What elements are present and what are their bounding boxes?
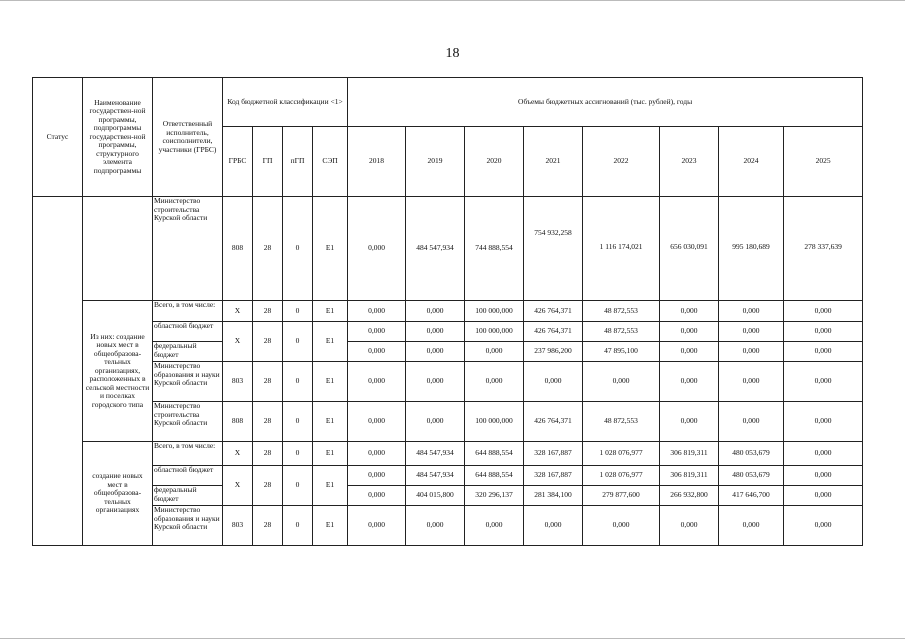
value-cell: 100 000,000 [465,301,524,322]
executor-cell: Министерство строительства Курской области [153,197,223,301]
code-cell: 803 [223,506,253,546]
value-cell: 744 888,554 [465,197,524,301]
code-cell: 808 [223,197,253,301]
value-cell: 48 872,553 [583,402,660,442]
code-cell: Е1 [313,442,348,466]
executor-cell: Всего, в том числе: [153,442,223,466]
header-code-col: СЭП [313,127,348,197]
bottom-edge-line [0,638,905,639]
value-cell: 754 932,258 [524,197,583,301]
table-row [33,466,863,486]
value-cell: 995 180,689 [719,197,784,301]
value-cell: 0,000 [784,362,863,402]
code-cell: Е1 [313,402,348,442]
code-cell: Е1 [313,362,348,402]
header-volumes: Объемы бюджетных ассигнований (тыс. рублей), годы [348,78,863,127]
executor-cell: Всего, в том числе: [153,301,223,322]
value-cell: 48 872,553 [583,301,660,322]
value-cell: 426 764,371 [524,402,583,442]
header-code-col: ГП [253,127,283,197]
group-name-rural: Из них: создание новых мест в общеобразова-тельных организациях, расположенных в сельской местности и поселках городского типа [83,301,153,442]
value-cell: 0,000 [524,506,583,546]
value-cell: 0,000 [583,362,660,402]
code-cell: 28 [253,466,283,506]
value-cell: 0,000 [660,301,719,322]
value-cell: 0,000 [784,486,863,506]
header-year: 2021 [524,127,583,197]
value-cell: 0,000 [348,402,406,442]
executor-cell: Министерство образования и науки Курской области [153,362,223,402]
value-cell: 0,000 [406,301,465,322]
table-row [33,506,863,546]
value-cell: 480 053,679 [719,442,784,466]
value-cell: 480 053,679 [719,466,784,486]
header-status: Статус [33,78,83,197]
value-cell: 0,000 [583,506,660,546]
table-row [33,486,863,506]
executor-cell: Министерство строительства Курской области [153,402,223,442]
group-name-new-places: создание новых мест в общеобразова-тельных организациях [83,442,153,546]
value-cell: 328 167,887 [524,466,583,486]
value-cell: 0,000 [784,322,863,342]
header-code-col: пГП [283,127,313,197]
value-cell: 656 030,091 [660,197,719,301]
value-cell: 0,000 [784,506,863,546]
value-cell: 278 337,639 [784,197,863,301]
page-number: 18 [445,46,460,61]
executor-cell: областной бюджет [153,322,223,342]
value-cell: 0,000 [784,466,863,486]
value-cell: 0,000 [406,506,465,546]
table-row [33,362,863,402]
code-cell: 0 [283,402,313,442]
value-cell: 100 000,000 [465,322,524,342]
code-cell: 28 [253,301,283,322]
header-year: 2024 [719,127,784,197]
value-cell: 281 384,100 [524,486,583,506]
value-cell: 0,000 [784,342,863,362]
value-cell: 0,000 [465,506,524,546]
value-cell: 644 888,554 [465,466,524,486]
value-cell: 426 764,371 [524,322,583,342]
value-cell: 0,000 [719,301,784,322]
header-code: Код бюджетной классификации <1> [223,78,348,127]
value-cell: 0,000 [348,322,406,342]
value-cell: 0,000 [348,342,406,362]
value-cell: 0,000 [348,466,406,486]
header-row-1 [33,78,863,127]
code-cell: Е1 [313,506,348,546]
value-cell: 0,000 [719,362,784,402]
value-cell: 0,000 [406,342,465,362]
value-cell: 0,000 [660,506,719,546]
value-cell: 0,000 [660,322,719,342]
code-cell: Х [223,322,253,362]
value-cell: 0,000 [406,322,465,342]
code-cell: 28 [253,362,283,402]
header-year: 2019 [406,127,465,197]
code-cell: Е1 [313,301,348,322]
value-cell: 328 167,887 [524,442,583,466]
code-cell: 0 [283,197,313,301]
value-cell: 484 547,934 [406,442,465,466]
value-cell: 306 819,311 [660,466,719,486]
value-cell: 0,000 [719,402,784,442]
value-cell: 48 872,553 [583,322,660,342]
table-row [33,197,863,301]
value-cell: 0,000 [348,486,406,506]
value-cell: 0,000 [465,342,524,362]
value-cell: 644 888,554 [465,442,524,466]
value-cell: 404 015,800 [406,486,465,506]
value-cell: 320 296,137 [465,486,524,506]
code-cell: Х [223,301,253,322]
value-cell: 484 547,934 [406,466,465,486]
value-cell: 0,000 [660,402,719,442]
code-cell: Е1 [313,197,348,301]
value-cell: 0,000 [348,301,406,322]
code-cell: Е1 [313,466,348,506]
code-cell: Х [223,466,253,506]
code-cell: 0 [283,442,313,466]
value-cell: 417 646,700 [719,486,784,506]
code-cell: 803 [223,362,253,402]
code-cell: 28 [253,322,283,362]
table-row [33,402,863,442]
header-code-col: ГРБС [223,127,253,197]
value-cell: 0,000 [784,442,863,466]
executor-cell: федеральный бюджет [153,342,223,362]
code-cell: 28 [253,197,283,301]
header-year: 2025 [784,127,863,197]
table-row [33,322,863,342]
header-year: 2023 [660,127,719,197]
code-cell: 808 [223,402,253,442]
code-cell: Е1 [313,322,348,362]
table-row [33,301,863,322]
value-cell: 0,000 [524,362,583,402]
executor-cell: областной бюджет [153,466,223,486]
value-cell: 266 932,800 [660,486,719,506]
value-cell: 0,000 [660,342,719,362]
value-cell: 426 764,371 [524,301,583,322]
value-cell: 0,000 [348,506,406,546]
value-cell: 0,000 [719,342,784,362]
code-cell: 0 [283,362,313,402]
code-cell: 28 [253,506,283,546]
executor-cell: Министерство образования и науки Курской области [153,506,223,546]
value-cell: 0,000 [348,442,406,466]
header-year: 2022 [583,127,660,197]
code-cell: 28 [253,442,283,466]
value-cell: 0,000 [406,362,465,402]
value-cell: 0,000 [406,402,465,442]
value-cell: 279 877,600 [583,486,660,506]
value-cell: 484 547,934 [406,197,465,301]
value-cell: 0,000 [465,362,524,402]
header-name: Наименование государствен-ной программы, подпрограммы государствен-ной программы, структурного элемента подпрограммы [83,78,153,197]
budget-table [32,77,863,546]
value-cell: 0,000 [719,322,784,342]
value-cell: 306 819,311 [660,442,719,466]
code-cell: Х [223,442,253,466]
value-cell: 0,000 [348,362,406,402]
value-cell: 47 895,100 [583,342,660,362]
value-cell: 1 028 076,977 [583,466,660,486]
table-row [33,342,863,362]
header-year: 2020 [465,127,524,197]
name-cell [83,197,153,301]
value-cell: 0,000 [784,301,863,322]
header-executor: Ответственный исполнитель, соисполнители, участники (ГРБС) [153,78,223,197]
code-cell: 0 [283,466,313,506]
value-cell: 0,000 [348,197,406,301]
value-cell: 237 986,200 [524,342,583,362]
status-cell [33,197,83,546]
top-edge-line [0,0,905,1]
executor-cell: федеральный бюджет [153,486,223,506]
value-cell: 1 116 174,021 [583,197,660,301]
header-year: 2018 [348,127,406,197]
code-cell: 0 [283,301,313,322]
value-cell: 1 028 076,977 [583,442,660,466]
code-cell: 0 [283,506,313,546]
value-cell: 0,000 [719,506,784,546]
code-cell: 28 [253,402,283,442]
value-cell: 100 000,000 [465,402,524,442]
code-cell: 0 [283,322,313,362]
value-cell: 0,000 [660,362,719,402]
table-row [33,442,863,466]
value-cell: 0,000 [784,402,863,442]
